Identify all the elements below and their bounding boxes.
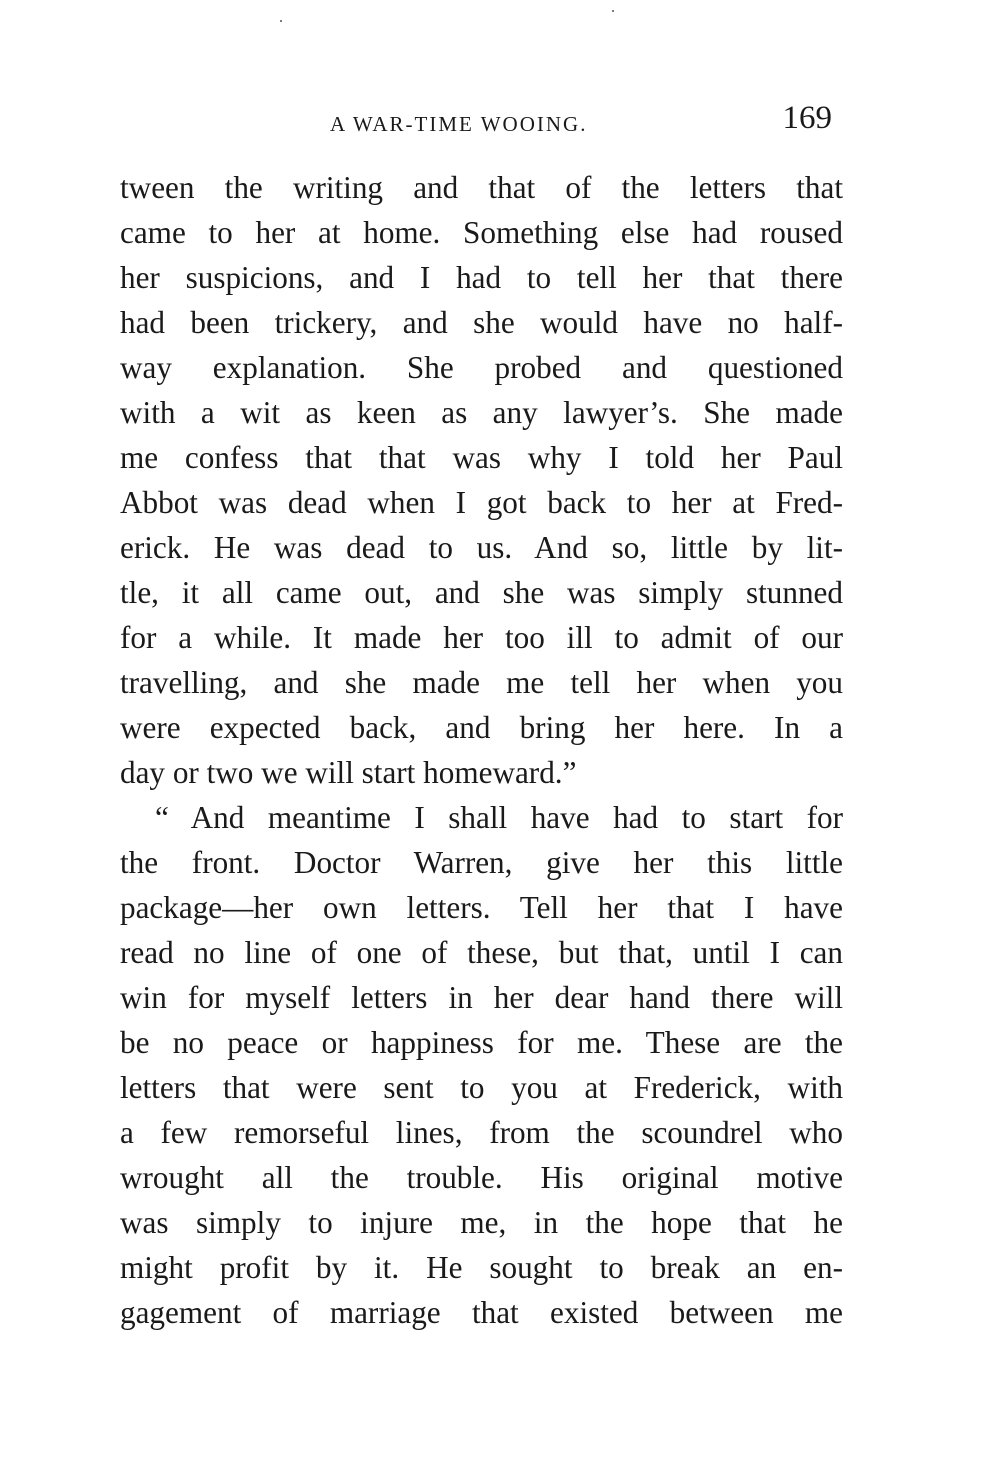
- text-line: were expected back, and bring her here. In a: [120, 710, 843, 745]
- text-line: way explanation. She probed and questioned: [120, 350, 843, 385]
- running-head: [120, 100, 840, 140]
- text-line: for a while. It made her too ill to admit of our: [120, 620, 843, 655]
- text-line: Abbot was dead when I got back to her at Fred-: [120, 485, 843, 520]
- text-line: the front. Doctor Warren, give her this little: [120, 845, 843, 880]
- text-line: erick. He was dead to us. And so, little by lit-: [120, 530, 843, 565]
- text-line: a few remorseful lines, from the scoundrel who: [120, 1115, 843, 1150]
- text-line: might profit by it. He sought to break an en-: [120, 1250, 843, 1285]
- body-text: [120, 165, 843, 1335]
- scan-speck: [280, 20, 282, 22]
- page-number: 169: [782, 100, 832, 136]
- scan-speck: [612, 10, 614, 12]
- text-line: letters that were sent to you at Frederick, with: [120, 1070, 843, 1105]
- text-line: win for myself letters in her dear hand there will: [120, 980, 843, 1015]
- text-line: be no peace or happiness for me. These are the: [120, 1025, 843, 1060]
- text-line: day or two we will start homeward.”: [120, 755, 577, 790]
- text-line: wrought all the trouble. His original motive: [120, 1160, 843, 1195]
- text-line: read no line of one of these, but that, until I can: [120, 935, 843, 970]
- text-line: was simply to injure me, in the hope that he: [120, 1205, 843, 1240]
- text-line: had been trickery, and she would have no half-: [120, 305, 843, 340]
- text-line: me confess that that was why I told her Paul: [120, 440, 843, 475]
- text-line: package—her own letters. Tell her that I have: [120, 890, 843, 925]
- text-line: came to her at home. Something else had roused: [120, 215, 843, 250]
- text-line: tween the writing and that of the letters that: [120, 170, 843, 205]
- text-line: her suspicions, and I had to tell her that there: [120, 260, 843, 295]
- text-line: “ And meantime I shall have had to start for: [155, 800, 843, 835]
- text-line: with a wit as keen as any lawyer’s. She made: [120, 395, 843, 430]
- text-line: tle, it all came out, and she was simply stunned: [120, 575, 843, 610]
- running-title: A WAR-TIME WOOING.: [330, 112, 588, 136]
- text-line: gagement of marriage that existed between me: [120, 1295, 843, 1330]
- text-line: travelling, and she made me tell her when you: [120, 665, 843, 700]
